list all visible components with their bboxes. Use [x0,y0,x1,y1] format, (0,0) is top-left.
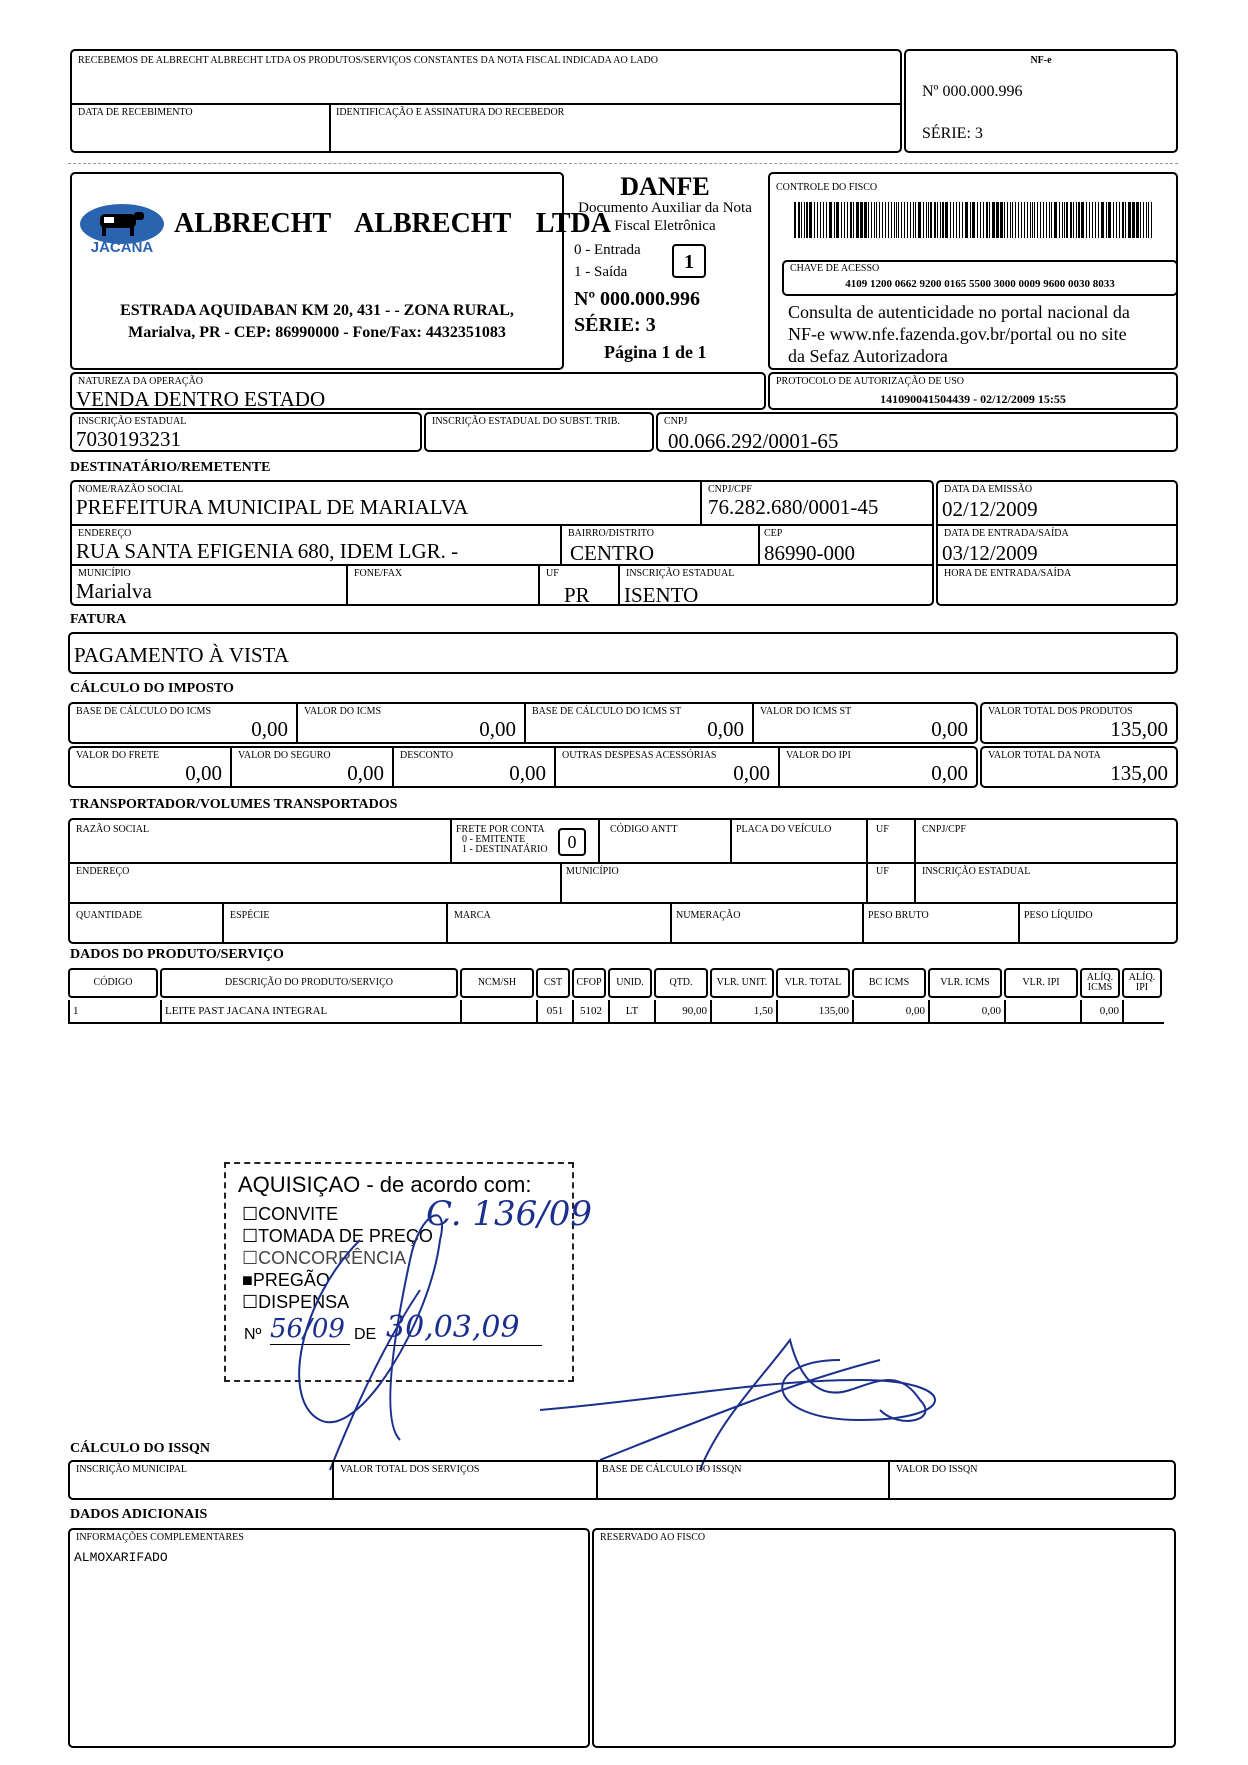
logo-text: JACANA [90,239,154,254]
brand-label: MARCA [454,910,491,921]
product-cell: LT [608,1000,654,1024]
product-cell: 0,00 [928,1000,1004,1024]
recipient-city: Marialva [76,579,152,603]
danfe-entrada: 0 - Entrada [574,242,641,258]
exit-time-label: HORA DE ENTRADA/SAÍDA [944,568,1072,579]
tax-value: 0,00 [931,717,968,741]
checkbox-checked-icon: ■ [242,1270,253,1290]
fisco-reserved-box [592,1528,1176,1748]
product-column-header: ALÍQ. ICMS [1080,968,1120,998]
tax-value: 0,00 [733,761,770,785]
product-column-header: DESCRIÇÃO DO PRODUTO/SERVIÇO [160,968,458,998]
product-column-header: VLR. ICMS [928,968,1002,998]
complementary-info: ALMOXARIFADO [74,1550,168,1565]
exit-date-label: DATA DE ENTRADA/SAÍDA [944,528,1069,539]
recipient-city-label: MUNICÍPIO [78,568,131,579]
product-cell: 051 [536,1000,572,1024]
tax-label: VALOR DO IPI [786,750,851,761]
carrier-uf2-label: UF [876,866,889,877]
tax-value: 0,00 [931,761,968,785]
stamp-option-label: CONCORRÊNCIA [258,1248,407,1268]
issqn-base-label: BASE DE CÁLCULO DO ISSQN [602,1464,742,1475]
product-column-header: CÓDIGO [68,968,158,998]
tax-label: BASE DE CÁLCULO DO ICMS [76,706,212,717]
stamp-numero-label: Nº [244,1326,262,1343]
complementary-info-box [68,1528,590,1748]
quantity-label: QUANTIDADE [76,910,143,921]
danfe-serie: SÉRIE: 3 [574,314,656,336]
checkbox-empty-icon: ☐ [242,1204,259,1224]
nfe-serie: SÉRIE: 3 [922,125,983,142]
issue-date-label: DATA DA EMISSÃO [944,484,1033,495]
stamp-option-label: TOMADA DE PREÇO [258,1226,433,1246]
product-column-header: UNID. [608,968,652,998]
total-invoice-label: VALOR TOTAL DA NOTA [988,750,1101,761]
recipient-cnpj-label: CNPJ/CPF [708,484,752,495]
recipient-district: CENTRO [570,541,654,565]
exit-date: 03/12/2009 [942,541,1038,565]
st-registration-label: INSCRIÇÃO ESTADUAL DO SUBST. TRIB. [432,416,620,427]
carrier-name-label: RAZÃO SOCIAL [76,824,150,835]
invoice-section-title: FATURA [70,612,127,627]
carrier-cnpj-label: CNPJ/CPF [922,824,966,835]
carrier-uf-label: UF [876,824,889,835]
company-address-1: ESTRADA AQUIDABAN KM 20, 431 - - ZONA RURAL, [120,302,514,319]
operation-nature-label: NATUREZA DA OPERAÇÃO [78,376,204,387]
product-cell: LEITE PAST JACANA INTEGRAL [160,1000,460,1024]
recipient-ie: ISENTO [624,583,699,607]
stamp-title: AQUISIÇAO - de acordo com: [238,1172,532,1197]
recipient-district-label: BAIRRO/DISTRITO [568,528,654,539]
total-products-value: 135,00 [1110,717,1168,741]
numbering-label: NUMERAÇÃO [676,910,741,921]
product-column-header: VLR. TOTAL [776,968,850,998]
issqn-box [68,1460,1176,1500]
carrier-address-label: ENDEREÇO [76,866,130,877]
tax-value: 0,00 [707,717,744,741]
danfe-saida: 1 - Saída [574,264,628,280]
receipt-statement: RECEBEMOS DE ALBRECHT ALBRECHT LTDA OS PRODUTOS/SERVIÇOS CONSTANTES DA NOTA FISCAL INDICADA AO LADO [78,55,658,66]
recipient-ie-label: INSCRIÇÃO ESTADUAL [626,568,735,579]
fisco-control-label: CONTROLE DO FISCO [776,182,878,193]
operation-nature: VENDA DENTRO ESTADO [76,387,326,411]
product-column-header: NCM/SH [460,968,534,998]
tax-label: VALOR DO ICMS [304,706,382,717]
antt-label: CÓDIGO ANTT [610,824,678,835]
recipient-phone-label: FONE/FAX [354,568,403,579]
product-column-header: CST [536,968,570,998]
access-key-label: CHAVE DE ACESSO [790,263,880,274]
product-column-header: QTD. [654,968,708,998]
danfe-subtitle-1: Documento Auxiliar da Nota [578,200,752,216]
issuer-cnpj: 00.066.292/0001-65 [668,429,839,453]
recipient-name: PREFEITURA MUNICIPAL DE MARIALVA [76,495,469,519]
recipient-cnpj: 76.282.680/0001-45 [708,495,879,519]
carrier-ie-label: INSCRIÇÃO ESTADUAL [922,866,1031,877]
danfe-subtitle-2: Fiscal Eletrônica [614,218,716,234]
issqn-value-label: VALOR DO ISSQN [896,1464,978,1475]
recipient-cep-label: CEP [764,528,783,539]
freight-option-1: 1 - DESTINATÁRIO [462,844,548,855]
company-name: ALBRECHT ALBRECHT LTDA [174,208,611,239]
tax-value: 0,00 [347,761,384,785]
authorization-protocol: 141090041504439 - 02/12/2009 15:55 [880,392,1066,406]
invoice-text: PAGAMENTO À VISTA [74,643,289,667]
services-total-label: VALOR TOTAL DOS SERVIÇOS [340,1464,480,1475]
checkbox-empty-icon: ☐ [242,1226,259,1246]
product-cell: 90,00 [654,1000,710,1024]
stamp-option-label: PREGÃO [252,1270,330,1290]
product-column-header: ALÍQ. IPI [1122,968,1162,998]
net-weight-label: PESO LÍQUIDO [1024,910,1093,921]
nfe-label: NF-e [1030,55,1052,66]
product-cell: 0,00 [1080,1000,1122,1024]
total-invoice-value: 135,00 [1110,761,1168,785]
fisco-reserved-label: RESERVADO AO FISCO [600,1532,706,1543]
tax-value: 0,00 [251,717,288,741]
tax-value: 0,00 [509,761,546,785]
stamp-option-label: DISPENSA [258,1292,350,1312]
authorization-protocol-label: PROTOCOLO DE AUTORIZAÇÃO DE USO [776,376,964,387]
municipal-registration-label: INSCRIÇÃO MUNICIPAL [76,1464,188,1475]
carrier-city-label: MUNICÍPIO [566,866,619,877]
issqn-section-title: CÁLCULO DO ISSQN [70,1441,211,1456]
checkbox-empty-icon: ☐ [242,1248,259,1268]
freight-label: FRETE POR CONTA [456,824,545,835]
state-registration: 7030193231 [76,427,181,451]
recipient-name-label: NOME/RAZÃO SOCIAL [78,484,184,495]
consulta-line-2: NF-e www.nfe.fazenda.gov.br/portal ou no site [788,324,1127,344]
recipient-address: RUA SANTA EFIGENIA 680, IDEM LGR. - [76,539,459,563]
product-column-header: VLR. IPI [1004,968,1078,998]
product-column-header: CFOP [572,968,606,998]
stamp-date: 30,03,09 [386,1310,542,1346]
tax-label: VALOR DO SEGURO [238,750,331,761]
danfe-pagina: Página 1 de 1 [604,342,707,362]
freight-option-0: 0 - EMITENTE [462,834,526,845]
nfe-number: Nº 000.000.996 [922,83,1023,100]
product-cell: 1 [68,1000,160,1024]
receiver-id-label: IDENTIFICAÇÃO E ASSINATURA DO RECEBEDOR [336,107,565,118]
checkbox-empty-icon: ☐ [242,1292,259,1312]
product-column-header: BC ICMS [852,968,926,998]
tax-label: OUTRAS DESPESAS ACESSÓRIAS [562,750,717,761]
complementary-info-label: INFORMAÇÕES COMPLEMENTARES [76,1532,244,1543]
total-products-label: VALOR TOTAL DOS PRODUTOS [988,706,1133,717]
tax-value: 0,00 [185,761,222,785]
products-section-title: DADOS DO PRODUTO/SERVIÇO [70,947,284,962]
danfe-title: DANFE [620,172,710,201]
product-cell: 0,00 [852,1000,928,1024]
stamp-numero: 56/09 [270,1314,350,1345]
receipt-date-label: DATA DE RECEBIMENTO [78,107,193,118]
recipient-section-title: DESTINATÁRIO/REMETENTE [70,460,271,475]
product-cell: 5102 [572,1000,608,1024]
tax-value: 0,00 [479,717,516,741]
consulta-line-3: da Sefaz Autorizadora [788,346,948,366]
additional-section-title: DADOS ADICIONAIS [70,1507,208,1522]
tax-label: BASE DE CÁLCULO DO ICMS ST [532,706,682,717]
stamp-handwritten-ref: C. 136/09 [426,1194,593,1234]
carrier-section-title: TRANSPORTADOR/VOLUMES TRANSPORTADOS [70,797,398,812]
recipient-uf: PR [564,583,590,607]
tax-label: DESCONTO [400,750,454,761]
stamp-de-label: DE [354,1326,377,1343]
product-cell: 1,50 [710,1000,776,1024]
state-registration-label: INSCRIÇÃO ESTADUAL [78,416,187,427]
issue-date: 02/12/2009 [942,497,1038,521]
company-address-2: Marialva, PR - CEP: 86990000 - Fone/Fax: 4432351083 [128,324,506,341]
vehicle-plate-label: PLACA DO VEÍCULO [736,824,832,835]
gross-weight-label: PESO BRUTO [868,910,929,921]
recipient-address-label: ENDEREÇO [78,528,132,539]
danfe-tipo: 1 [672,244,706,278]
access-key: 4109 1200 0662 9200 0165 5500 3000 0009 9600 0030 8033 [845,278,1115,290]
tax-section-title: CÁLCULO DO IMPOSTO [70,681,234,696]
recipient-cep: 86990-000 [764,541,855,565]
consulta-line-1: Consulta de autenticidade no portal nacional da [788,302,1130,322]
issuer-cnpj-label: CNPJ [664,416,688,427]
freight-value: 0 [558,828,586,856]
recipient-uf-label: UF [546,568,559,579]
species-label: ESPÉCIE [230,910,270,921]
tax-label: VALOR DO FRETE [76,750,160,761]
stamp-option-label: CONVITE [258,1204,339,1224]
product-column-header: VLR. UNIT. [710,968,774,998]
product-cell: 135,00 [776,1000,852,1024]
tax-label: VALOR DO ICMS ST [760,706,852,717]
danfe-numero: Nº 000.000.996 [574,288,701,310]
